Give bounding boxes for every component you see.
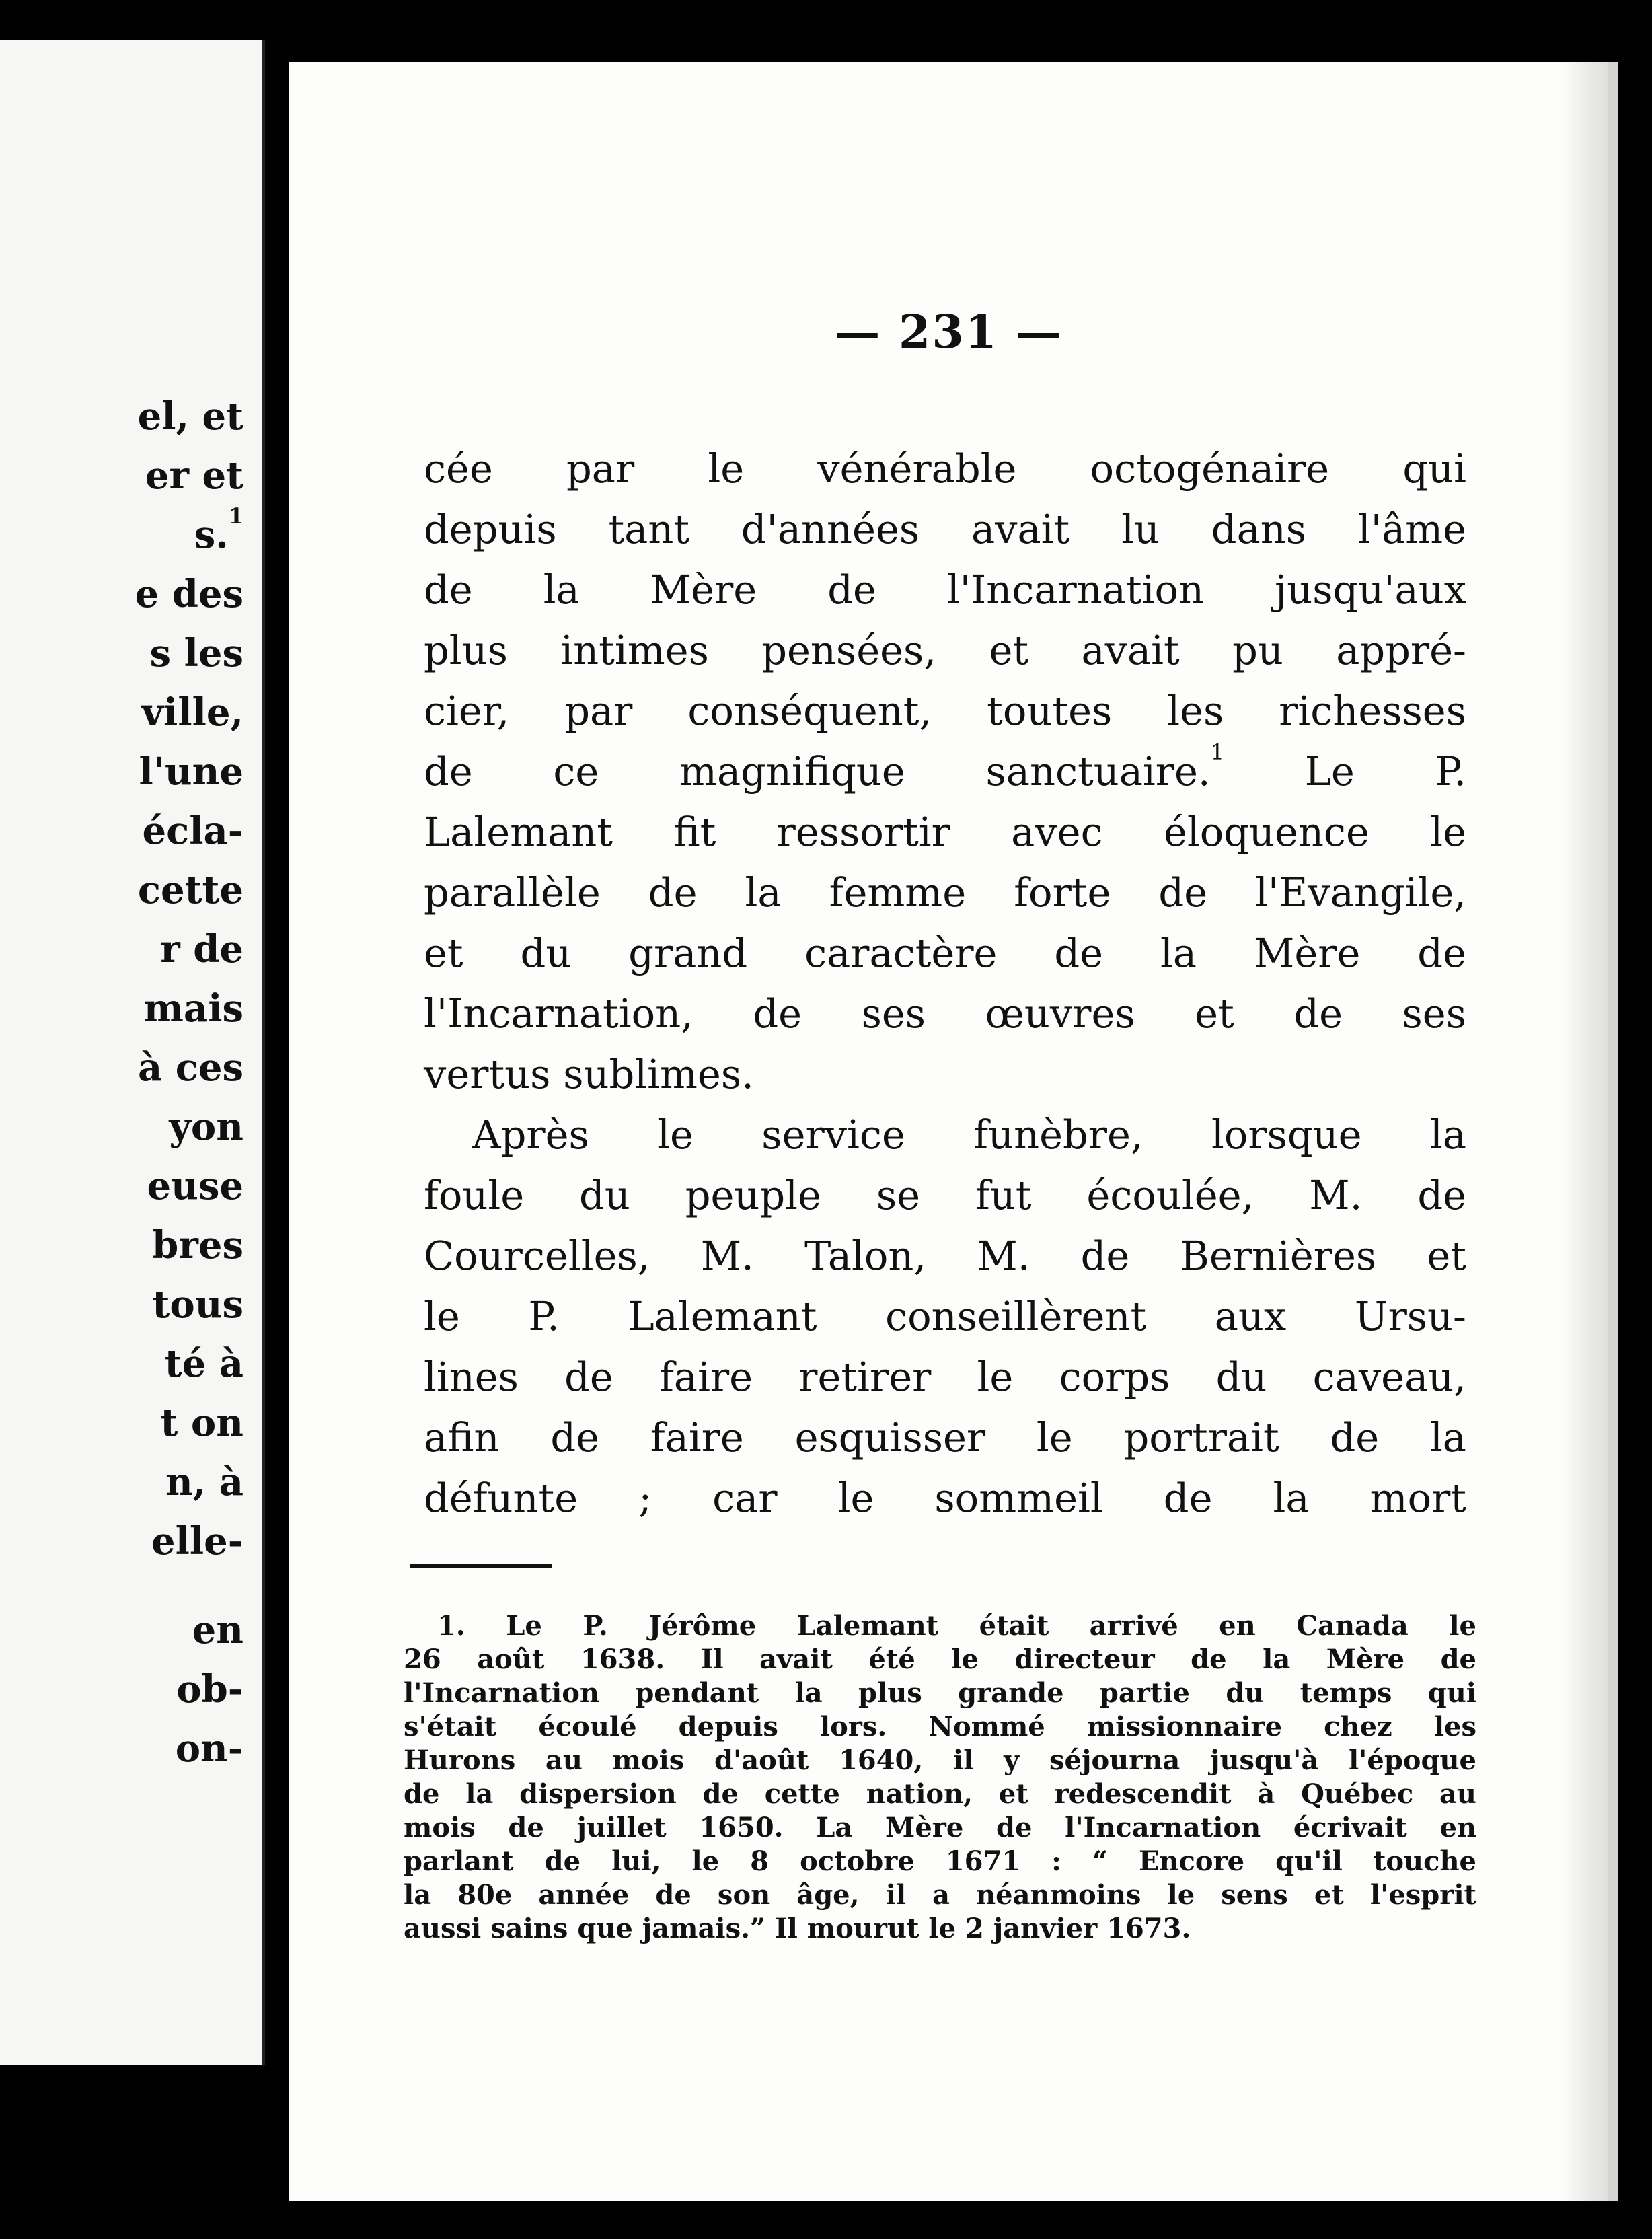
footnote-line: de la dispersion de cette nation, et redescendit à Québec au bbox=[404, 1778, 1476, 1810]
left-line: mais bbox=[143, 986, 243, 1031]
left-line: s les bbox=[149, 631, 243, 675]
left-line: e des bbox=[135, 572, 243, 616]
text-line: cier, par conséquent, toutes les richesses bbox=[424, 688, 1466, 734]
text-line: de la Mère de l'Incarnation jusqu'aux bbox=[424, 566, 1466, 613]
left-line: l'une bbox=[139, 749, 243, 794]
footnote bbox=[404, 1609, 1476, 1946]
left-line: el, et bbox=[137, 394, 243, 439]
left-line: euse bbox=[147, 1164, 243, 1208]
text-line: afin de faire esquisser le portrait de la bbox=[424, 1414, 1466, 1461]
left-line: cette bbox=[137, 868, 243, 912]
left-line: bres bbox=[152, 1223, 243, 1268]
left-line: yon bbox=[169, 1105, 243, 1149]
text-line: le P. Lalemant conseillèrent aux Ursu- bbox=[424, 1293, 1466, 1339]
text-line: parallèle de la femme forte de l'Evangile, bbox=[424, 869, 1466, 916]
text-line: lines de faire retirer le corps du caveau, bbox=[424, 1354, 1466, 1400]
footnote-line: mois de juillet 1650. La Mère de l'Incarnation écrivait en bbox=[404, 1812, 1476, 1843]
text-line: Lalemant fit ressortir avec éloquence le bbox=[424, 809, 1466, 855]
previous-page-text bbox=[135, 387, 243, 1778]
text-line: vertus sublimes. bbox=[424, 1051, 754, 1097]
footnote-line: Hurons au mois d'août 1640, il y séjourna jusqu'à l'époque bbox=[404, 1745, 1476, 1776]
text-line: Courcelles, M. Talon, M. de Bernières et bbox=[424, 1233, 1466, 1279]
footnote-line: l'Incarnation pendant la plus grande partie du temps qui bbox=[404, 1677, 1476, 1709]
left-line: er et bbox=[145, 453, 243, 498]
left-line: r de bbox=[160, 927, 243, 971]
page-number: — 231 — bbox=[834, 305, 1063, 359]
text-line: depuis tant d'années avait lu dans l'âme bbox=[424, 506, 1466, 552]
left-line: on- bbox=[175, 1726, 243, 1771]
footnote-line: 1. Le P. Jérôme Lalemant était arrivé en Canada le bbox=[437, 1610, 1476, 1642]
footnote-line: la 80e année de son âge, il a néanmoins le sens et l'esprit bbox=[404, 1879, 1476, 1911]
left-line: en bbox=[192, 1608, 243, 1652]
footnote-line: aussi sains que jamais.” Il mourut le 2 janvier 1673. bbox=[404, 1913, 1191, 1944]
footnote-line: s'était écoulé depuis lors. Nommé missionnaire chez les bbox=[404, 1711, 1476, 1742]
text-line: Après le service funèbre, lorsque la bbox=[472, 1111, 1466, 1158]
left-footnote-marker: 1 bbox=[228, 503, 243, 529]
page-edge-shadow bbox=[1561, 62, 1608, 2201]
footnote-divider bbox=[410, 1564, 552, 1568]
text-line: et du grand caractère de la Mère de bbox=[424, 930, 1466, 976]
footnote-line: 26 août 1638. Il avait été le directeur de la Mère de bbox=[404, 1644, 1476, 1675]
left-line: s.$^1$ bbox=[194, 503, 243, 557]
left-line: t on bbox=[160, 1401, 243, 1445]
previous-page-fragment bbox=[0, 40, 265, 2065]
book-page bbox=[289, 62, 1618, 2201]
body-text bbox=[424, 439, 1466, 1529]
text-line: cée par le vénérable octogénaire qui bbox=[424, 445, 1466, 492]
left-line: tous bbox=[152, 1282, 243, 1327]
left-line: té à bbox=[164, 1342, 243, 1386]
text-line: défunte ; car le sommeil de la mort bbox=[424, 1475, 1466, 1521]
left-line: à ces bbox=[137, 1045, 243, 1090]
left-line: elle- bbox=[151, 1519, 243, 1564]
text-line: de ce magnifique sanctuaire.$^1$ Le P. bbox=[424, 739, 1466, 795]
text-line: l'Incarnation, de ses œuvres et de ses bbox=[424, 990, 1466, 1037]
left-line: écla- bbox=[142, 809, 243, 853]
text-line: foule du peuple se fut écoulée, M. de bbox=[424, 1172, 1466, 1218]
left-line: ob- bbox=[176, 1667, 243, 1712]
footnote-line: parlant de lui, le 8 octobre 1671 : “ Encore qu'il touche bbox=[404, 1845, 1476, 1877]
left-line: n, à bbox=[165, 1460, 243, 1504]
left-line: ville, bbox=[141, 690, 243, 735]
footnote-reference: 1 bbox=[1210, 739, 1224, 765]
text-line: plus intimes pensées, et avait pu appré- bbox=[424, 627, 1466, 673]
